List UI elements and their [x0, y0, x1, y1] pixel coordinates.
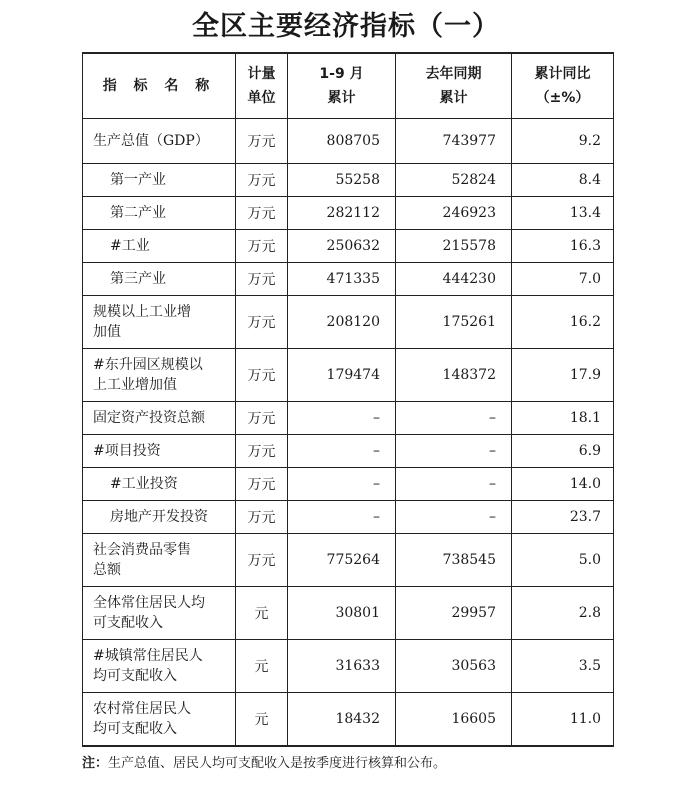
row-yoy: 16.3	[512, 230, 614, 263]
row-unit: 万元	[236, 119, 288, 164]
row-current: 30801	[288, 587, 396, 640]
row-yoy: 17.9	[512, 349, 614, 402]
row-name: 固定资产投资总额	[83, 402, 236, 435]
row-unit: 元	[236, 693, 288, 747]
table-row	[83, 435, 614, 468]
row-previous: 444230	[396, 263, 512, 296]
row-current: 208120	[288, 296, 396, 349]
table-row	[83, 640, 614, 693]
row-name	[83, 640, 236, 693]
row-name-line2: 上工业增加值	[93, 377, 177, 393]
row-yoy: 2.8	[512, 587, 614, 640]
row-yoy: 11.0	[512, 693, 614, 747]
row-yoy: 5.0	[512, 534, 614, 587]
row-unit: 万元	[236, 263, 288, 296]
header-current-line2: 累计	[327, 90, 356, 106]
row-unit: 万元	[236, 230, 288, 263]
row-previous: 29957	[396, 587, 512, 640]
row-name: 房地产开发投资	[83, 501, 236, 534]
footnote	[82, 752, 446, 771]
row-yoy: 6.9	[512, 435, 614, 468]
row-previous: –	[396, 435, 512, 468]
row-unit: 万元	[236, 296, 288, 349]
row-name: 生产总值（GDP）	[83, 119, 236, 164]
row-name-line1: 社会消费品零售	[93, 542, 191, 558]
row-current: –	[288, 501, 396, 534]
row-previous: 175261	[396, 296, 512, 349]
row-name-line1: 规模以上工业增	[93, 304, 191, 320]
row-yoy: 3.5	[512, 640, 614, 693]
row-name-line1: #东升园区规模以	[93, 357, 203, 373]
row-previous: 738545	[396, 534, 512, 587]
row-name: #工业投资	[83, 468, 236, 501]
page-title: 全区主要经济指标（一）	[192, 11, 500, 42]
footnote-label: 注：	[82, 756, 109, 771]
row-unit: 元	[236, 587, 288, 640]
header-row	[83, 53, 614, 119]
row-unit: 万元	[236, 164, 288, 197]
row-previous: 743977	[396, 119, 512, 164]
row-yoy: 9.2	[512, 119, 614, 164]
row-current: –	[288, 468, 396, 501]
row-unit: 万元	[236, 435, 288, 468]
row-name-line1: #城镇常住居民人	[93, 648, 203, 664]
table-row	[83, 468, 614, 501]
header-yoy-line2: （±%）	[535, 90, 590, 106]
row-name: 第三产业	[83, 263, 236, 296]
row-current: 179474	[288, 349, 396, 402]
row-current: 18432	[288, 693, 396, 747]
row-yoy: 18.1	[512, 402, 614, 435]
row-current: –	[288, 435, 396, 468]
row-current: 55258	[288, 164, 396, 197]
table-row	[83, 501, 614, 534]
row-unit: 万元	[236, 534, 288, 587]
row-yoy: 8.4	[512, 164, 614, 197]
table-row	[83, 119, 614, 164]
table-row	[83, 534, 614, 587]
row-name-line2: 总额	[93, 562, 121, 578]
row-unit: 万元	[236, 349, 288, 402]
table-row	[83, 587, 614, 640]
row-name-line2: 可支配收入	[93, 615, 163, 631]
header-unit-line1: 计量	[247, 66, 276, 82]
row-yoy: 23.7	[512, 501, 614, 534]
row-name-line1: 全体常住居民人均	[93, 595, 205, 611]
row-yoy: 13.4	[512, 197, 614, 230]
row-yoy: 7.0	[512, 263, 614, 296]
header-unit-line2: 单位	[247, 90, 276, 106]
row-previous: 148372	[396, 349, 512, 402]
row-previous: –	[396, 468, 512, 501]
header-unit	[236, 53, 288, 119]
row-current: 31633	[288, 640, 396, 693]
row-current: 471335	[288, 263, 396, 296]
row-previous: 215578	[396, 230, 512, 263]
economic-indicators-table	[82, 52, 614, 747]
row-current: 775264	[288, 534, 396, 587]
row-name	[83, 587, 236, 640]
row-previous: 30563	[396, 640, 512, 693]
row-name-line2: 均可支配收入	[93, 721, 177, 737]
row-current: –	[288, 402, 396, 435]
row-name: 第一产业	[83, 164, 236, 197]
row-yoy: 14.0	[512, 468, 614, 501]
header-previous-line2: 累计	[439, 90, 468, 106]
row-unit: 万元	[236, 468, 288, 501]
footnote-text: 生产总值、居民人均可支配收入是按季度进行核算和公布。	[108, 756, 447, 771]
header-current-line1: 1-9 月	[319, 66, 364, 82]
row-name-line1: 农村常住居民人	[93, 701, 191, 717]
row-unit: 万元	[236, 197, 288, 230]
row-previous: 246923	[396, 197, 512, 230]
row-name	[83, 693, 236, 747]
row-previous: –	[396, 501, 512, 534]
table-row	[83, 230, 614, 263]
header-indicator-name: 指 标 名 称	[83, 53, 236, 119]
table-row	[83, 263, 614, 296]
table-row	[83, 349, 614, 402]
row-unit: 元	[236, 640, 288, 693]
row-current: 808705	[288, 119, 396, 164]
row-current: 282112	[288, 197, 396, 230]
row-name	[83, 296, 236, 349]
table-row	[83, 402, 614, 435]
table-row	[83, 296, 614, 349]
row-name-line2: 加值	[93, 324, 121, 340]
row-previous: 52824	[396, 164, 512, 197]
row-name	[83, 534, 236, 587]
header-yoy	[512, 53, 614, 119]
header-previous	[396, 53, 512, 119]
row-name	[83, 349, 236, 402]
header-current	[288, 53, 396, 119]
row-yoy: 16.2	[512, 296, 614, 349]
row-unit: 万元	[236, 501, 288, 534]
row-name: #工业	[83, 230, 236, 263]
row-current: 250632	[288, 230, 396, 263]
row-previous: –	[396, 402, 512, 435]
table-row	[83, 197, 614, 230]
header-yoy-line1: 累计同比	[534, 66, 591, 82]
row-name: #项目投资	[83, 435, 236, 468]
row-name-line2: 均可支配收入	[93, 668, 177, 684]
row-name: 第二产业	[83, 197, 236, 230]
row-unit: 万元	[236, 402, 288, 435]
table-row	[83, 693, 614, 747]
table-row	[83, 164, 614, 197]
header-previous-line1: 去年同期	[425, 66, 482, 82]
row-previous: 16605	[396, 693, 512, 747]
